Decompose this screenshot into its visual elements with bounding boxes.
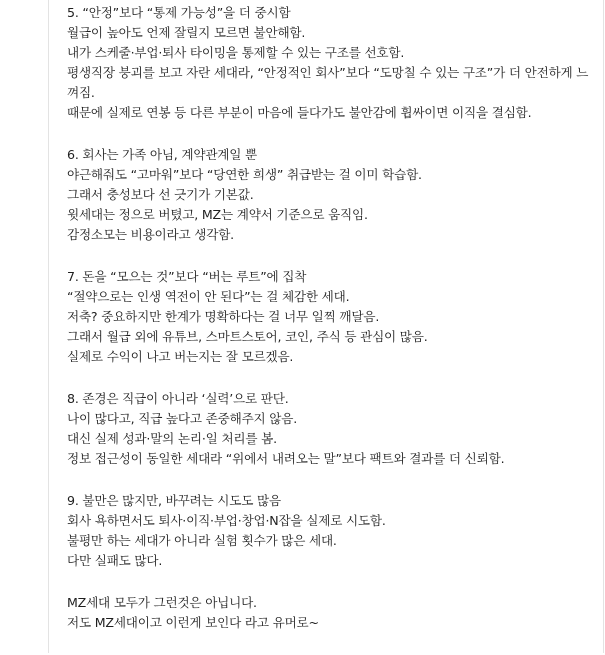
text-line: 그래서 월급 외에 유튜브, 스마트스토어, 코인, 주식 등 관심이 많음. [67, 329, 428, 344]
section-heading: 7. 돈을 “모으는 것”보다 “버는 루트”에 집착 [67, 269, 307, 284]
section-heading: 5. “안정”보다 “통제 가능성”을 더 중시함 [67, 5, 291, 20]
section-7 [67, 267, 597, 367]
post-body [67, 3, 597, 655]
text-line: 내가 스케줄·부업·퇴사 타이밍을 통제할 수 있는 구조를 선호함. [67, 45, 405, 60]
section-heading: 9. 불만은 많지만, 바꾸려는 시도도 많음 [67, 493, 281, 508]
section-heading: 6. 회사는 가족 아님, 계약관계일 뿐 [67, 147, 257, 162]
closing-note [67, 593, 597, 633]
text-line: 야근해줘도 “고마워”보다 “당연한 희생” 취급받는 걸 이미 학습함. [67, 167, 422, 182]
text-line: 감정소모는 비용이라고 생각함. [67, 227, 234, 242]
text-line: 그래서 충성보다 선 긋기가 기본값. [67, 187, 254, 202]
text-line: 다만 실패도 많다. [67, 553, 163, 568]
text-line: 회사 욕하면서도 퇴사·이직·부업·창업·N잡을 실제로 시도함. [67, 513, 386, 528]
text-line: “절약으로는 인생 역전이 안 된다”는 걸 체감한 세대. [67, 289, 350, 304]
text-line: 대신 실제 성과·말의 논리·일 처리를 봄. [67, 431, 277, 446]
section-5 [67, 3, 597, 123]
text-line: 평생직장 붕괴를 보고 자란 세대라, “안정적인 회사”보다 “도망칠 수 있는 구조”가 더 안전하게 느껴짐. [67, 65, 589, 100]
section-8 [67, 389, 597, 469]
text-line: 저축? 중요하지만 한계가 명확하다는 걸 너무 일찍 깨달음. [67, 309, 380, 324]
section-9 [67, 491, 597, 571]
text-line: 윗세대는 정으로 버텼고, MZ는 계약서 기준으로 움직임. [67, 207, 368, 222]
text-line: 실제로 수익이 나고 버는지는 잘 모르겠음. [67, 349, 294, 364]
text-line: 정보 접근성이 동일한 세대라 “위에서 내려오는 말”보다 팩트와 결과를 더 신뢰함. [67, 451, 505, 466]
text-line: 나이 많다고, 직급 높다고 존중해주지 않음. [67, 411, 298, 426]
text-line: 때문에 실제로 연봉 등 다른 부분이 마음에 들다가도 불안감에 휩싸이면 이직을 결심함. [67, 105, 532, 120]
text-line: 저도 MZ세대이고 이런게 보인다 라고 유머로~ [67, 615, 319, 630]
text-line: MZ세대 모두가 그런것은 아닙니다. [67, 595, 257, 610]
text-line: 불평만 하는 세대가 아니라 실험 횟수가 많은 세대. [67, 533, 337, 548]
section-6 [67, 145, 597, 245]
text-line: 월급이 높아도 언제 잘릴지 모르면 불안해함. [67, 25, 306, 40]
section-heading: 8. 존경은 직급이 아니라 ‘실력’으로 판단. [67, 391, 289, 406]
